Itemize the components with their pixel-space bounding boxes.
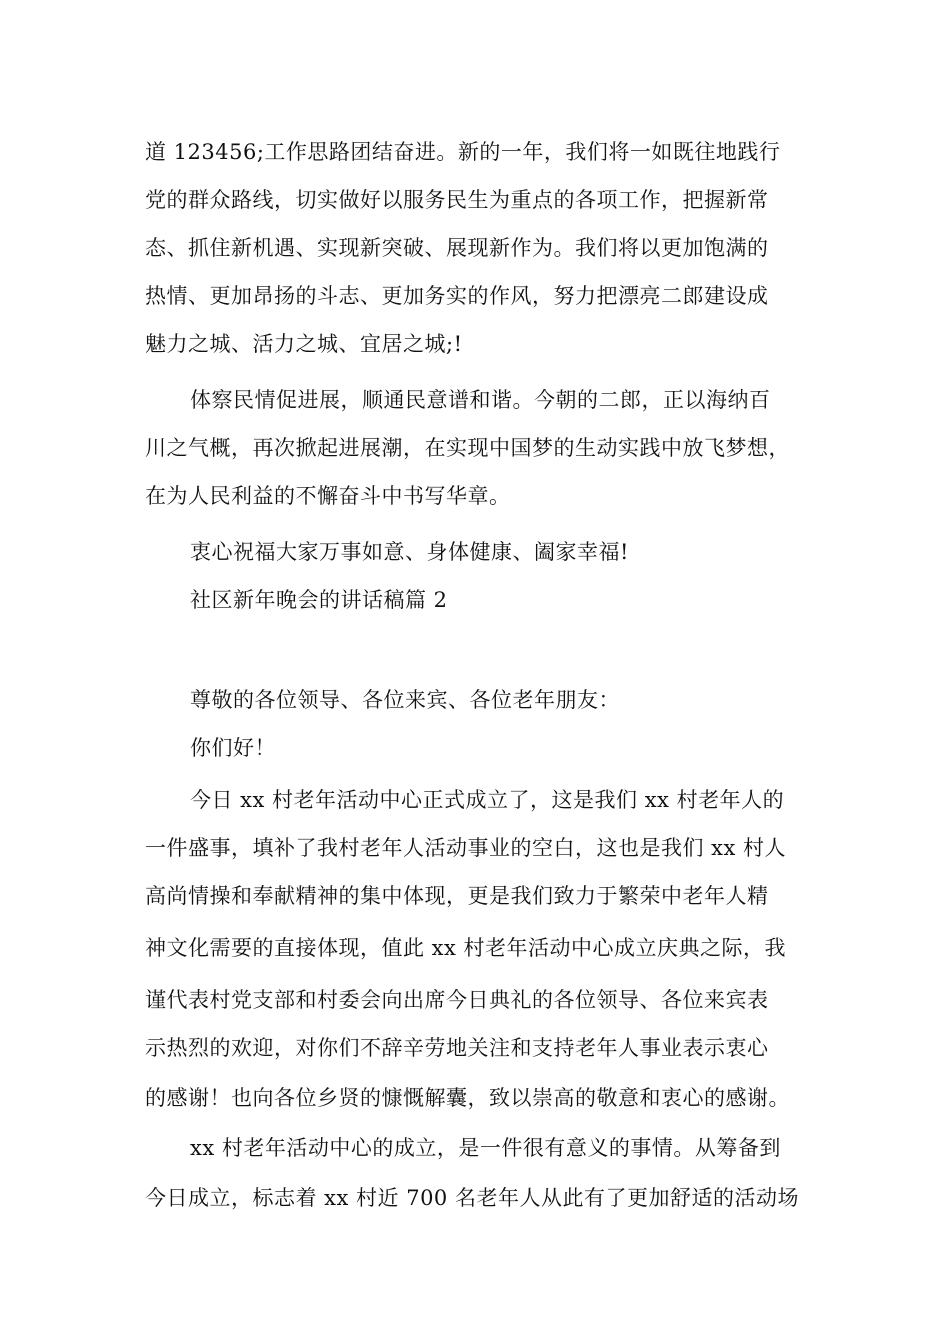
text-line: 今日成立，标志着 xx 村近 700 名老年人从此有了更加舒适的活动场 — [145, 1186, 799, 1210]
text-line: 川之气概，再次掀起进展潮，在实现中国梦的生动实践中放飞梦想， — [145, 436, 790, 460]
section-heading: 社区新年晚会的讲话稿篇 2 — [190, 588, 448, 612]
text-line: 示热烈的欢迎，对你们不辞辛劳地关注和支持老年人事业表示衷心 — [145, 1036, 769, 1060]
text-line: 高尚情操和奉献精神的集中体现，更是我们致力于繁荣中老年人精 — [145, 884, 769, 908]
text-line: 神文化需要的直接体现，值此 xx 村老年活动中心成立庆典之际，我 — [145, 936, 787, 960]
paragraph-start-line: xx 村老年活动中心的成立，是一件很有意义的事情。从筹备到 — [190, 1136, 781, 1160]
text-line: 的感谢！也向各位乡贤的慷慨解囊，致以崇高的敬意和衷心的感谢。 — [145, 1086, 790, 1110]
closing-wish: 衷心祝福大家万事如意、身体健康、阖家幸福! — [190, 540, 629, 564]
text-line: 党的群众路线，切实做好以服务民生为重点的各项工作，把握新常 — [145, 188, 769, 212]
salutation: 尊敬的各位领导、各位来宾、各位老年朋友： — [190, 688, 620, 712]
text-line: 魅力之城、活力之城、宜居之城;! — [145, 332, 463, 356]
text-line: 在为人民利益的不懈奋斗中书写华章。 — [145, 484, 511, 508]
text-line: 道 123456;工作思路团结奋进。新的一年，我们将一如既往地践行 — [145, 140, 781, 164]
text-line: 热情、更加昂扬的斗志、更加务实的作风，努力把漂亮二郎建设成 — [145, 284, 769, 308]
greeting: 你们好！ — [190, 736, 276, 760]
text-line: 一件盛事，填补了我村老年人活动事业的空白，这也是我们 xx 村人 — [145, 836, 787, 860]
paragraph-start-line: 今日 xx 村老年活动中心正式成立了，这是我们 xx 村老年人的 — [190, 788, 785, 812]
text-line: 态、抓住新机遇、实现新突破、展现新作为。我们将以更加饱满的 — [145, 236, 769, 260]
paragraph-start-line: 体察民情促进展，顺通民意谱和谐。今朝的二郎，正以海纳百 — [190, 388, 771, 412]
text-line: 谨代表村党支部和村委会向出席今日典礼的各位领导、各位来宾表 — [145, 988, 769, 1012]
